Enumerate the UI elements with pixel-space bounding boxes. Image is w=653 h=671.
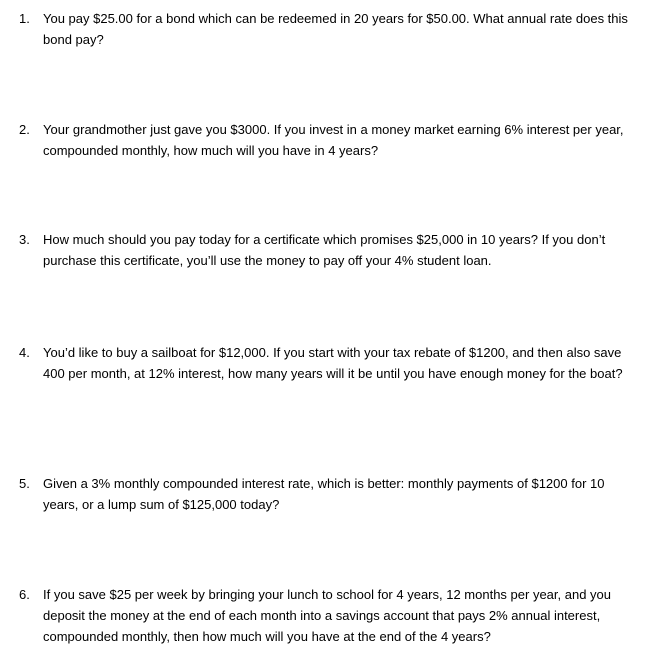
question-number: 4. (19, 345, 30, 360)
question-number: 5. (19, 476, 30, 491)
question-number: 1. (19, 11, 30, 26)
question-text: Your grandmother just gave you $3000. If you invest in a money market earning 6% interest per year, compounded monthly, how much will you have in 4 years? (43, 122, 624, 158)
question-text: You’d like to buy a sailboat for $12,000. If you start with your tax rebate of $1200, and then also save 400 per month, at 12% interest, how many years will it be until you have enough money for the boat? (43, 345, 623, 381)
question-text: How much should you pay today for a certificate which promises $25,000 in 10 years? If you don’t purchase this certificate, you’ll use the money to pay off your 4% student loan. (43, 232, 606, 268)
question-number: 3. (19, 232, 30, 247)
question-number: 2. (19, 122, 30, 137)
question-text: If you save $25 per week by bringing your lunch to school for 4 years, 12 months per year, and you deposit the money at the end of each month into a savings account that pays 2% annual interest, compounded monthly, then how much will you have at the end of the 4 years? (43, 587, 611, 644)
question-text: You pay $25.00 for a bond which can be redeemed in 20 years for $50.00. What annual rate does this bond pay? (43, 11, 628, 47)
question-number: 6. (19, 587, 30, 602)
question-text: Given a 3% monthly compounded interest rate, which is better: monthly payments of $1200 for 10 years, or a lump sum of $125,000 today? (43, 476, 605, 512)
